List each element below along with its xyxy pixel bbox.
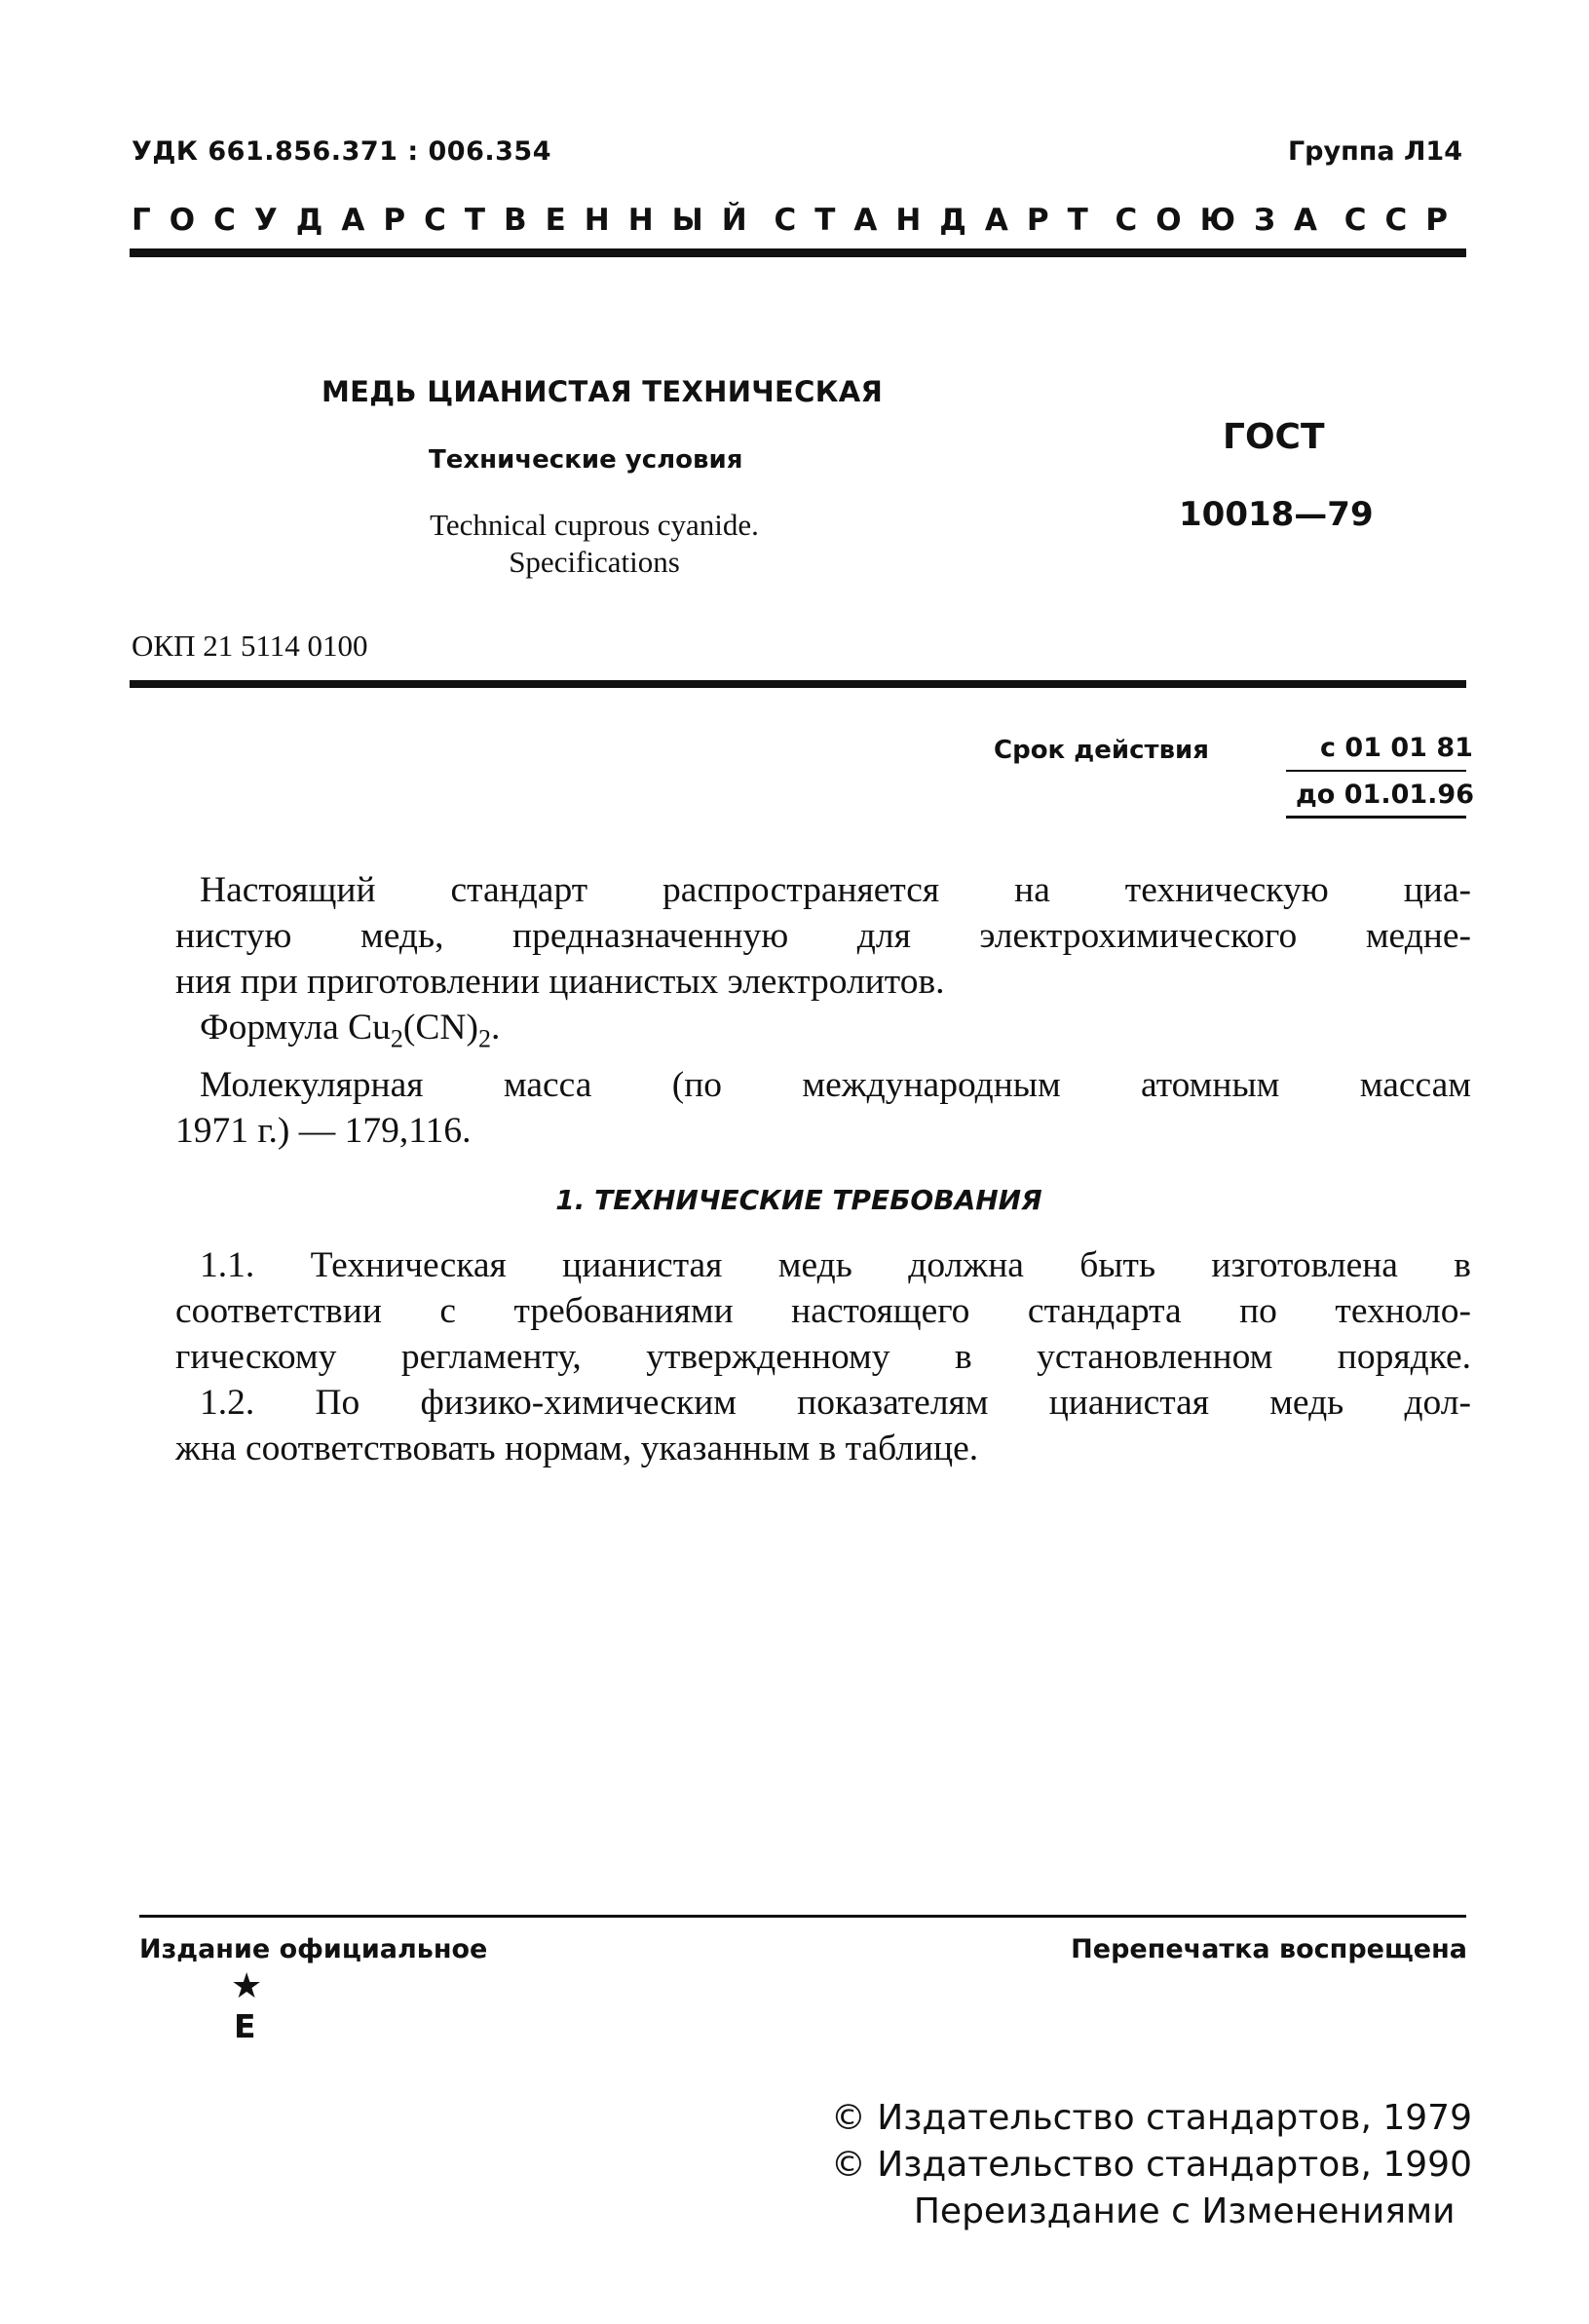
- formula-prefix: Формула Cu: [200, 1008, 391, 1048]
- copyright-1990: © Издательство стандартов, 1990: [830, 2145, 1472, 2185]
- okp-code: ОКП 21 5114 0100: [132, 629, 368, 663]
- banner-word-1: ГОСУДАРСТВЕННЫЙ: [132, 203, 766, 238]
- reissue-note: Переиздание с Изменениями: [913, 2191, 1456, 2231]
- validity-label: Срок действия: [994, 736, 1209, 765]
- group-code: Группа Л14: [1287, 136, 1462, 167]
- formula-suffix: .: [490, 1008, 501, 1048]
- section-heading: 1. ТЕХНИЧЕСКИЕ ТРЕБОВАНИЯ: [555, 1184, 1042, 1216]
- formula-sub-1: 2: [390, 1024, 403, 1053]
- copyright-block: [831, 2095, 1472, 2235]
- official-edition: Издание официальное: [139, 1934, 488, 1964]
- e-mark: Е: [234, 2007, 256, 2045]
- udk-code: УДК 661.856.371 : 006.354: [132, 136, 551, 167]
- document-title: МЕДЬ ЦИАНИСТАЯ ТЕХНИЧЕСКАЯ: [322, 375, 884, 408]
- english-title-line-2: Specifications: [509, 545, 680, 579]
- intro-line-1: Настоящий стандарт распространяется на техническую циа-: [200, 870, 1471, 910]
- gost-number: 10018—79: [1179, 495, 1374, 534]
- requirements-paragraphs: [175, 1242, 1471, 1471]
- footer-rule: [139, 1915, 1466, 1918]
- validity-from: с 01 01 81: [1320, 733, 1473, 763]
- banner-word-2: СТАНДАРТ: [774, 203, 1107, 238]
- formula-mid: (CN): [402, 1008, 478, 1048]
- intro-paragraph: [175, 867, 1471, 1154]
- validity-underline: [1286, 816, 1466, 819]
- intro-line-2: нистую медь, предназначенную для электрохимического медне-: [175, 916, 1471, 956]
- formula-line: [175, 1005, 1471, 1062]
- intro-line-3: ния при приготовлении цианистых электролитов.: [175, 962, 945, 1002]
- header-rule: [130, 248, 1466, 257]
- star-icon: ★: [231, 1966, 263, 2006]
- state-standard-banner: [132, 203, 1466, 238]
- p11-line-2: соответствии с требованиями настоящего стандарта по техноло-: [175, 1291, 1471, 1331]
- p11-line-1: 1.1. Техническая цианистая медь должна быть изготовлена в: [200, 1245, 1471, 1285]
- mass-line-2: 1971 г.) — 179,116.: [175, 1110, 472, 1151]
- banner-word-4: ССР: [1343, 203, 1466, 238]
- banner-word-3: СОЮЗА: [1115, 203, 1337, 238]
- gost-label: ГОСТ: [1223, 417, 1325, 457]
- reprint-prohibited: Перепечатка воспрещена: [1071, 1934, 1467, 1964]
- document-subtitle: Технические условия: [429, 445, 743, 475]
- validity-divider: [1286, 770, 1466, 772]
- p12-line-1: 1.2. По физико-химическим показателям цианистая медь дол-: [200, 1383, 1471, 1423]
- formula-sub-2: 2: [477, 1024, 491, 1053]
- validity-to: до 01.01.96: [1296, 780, 1474, 810]
- p11-line-3: гическому регламенту, утвержденному в установленном порядке.: [175, 1337, 1471, 1377]
- title-rule: [130, 680, 1466, 688]
- english-title-line-1: Technical cuprous cyanide.: [430, 508, 759, 542]
- mass-line-1: Молекулярная масса (по международным атомным массам: [200, 1064, 1471, 1105]
- english-title: [331, 507, 857, 581]
- p12-line-2: жна соответствовать нормам, указанным в таблице.: [175, 1429, 979, 1468]
- copyright-1979: © Издательство стандартов, 1979: [830, 2098, 1472, 2138]
